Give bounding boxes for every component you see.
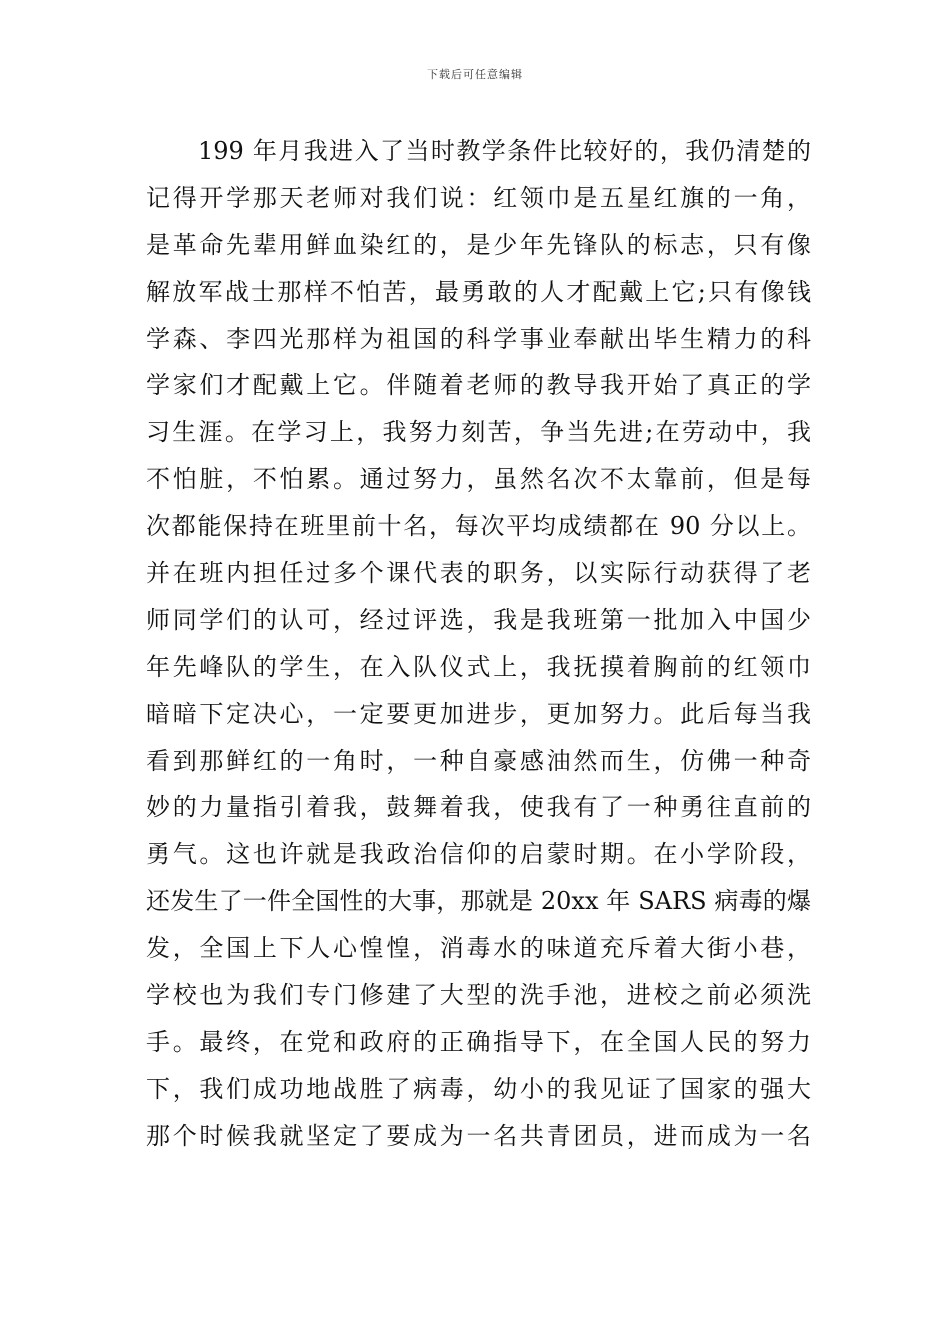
text-line: 妙的力量指引着我，鼓舞着我，使我有了一种勇往直前的 bbox=[146, 793, 811, 822]
text-line: 那个时候我就坚定了要成为一名共青团员，进而成为一名 bbox=[146, 1121, 811, 1150]
text-line: 发，全国上下人心惶惶，消毒水的味道充斥着大街小巷， bbox=[146, 934, 811, 963]
text-line: 并在班内担任过多个课代表的职务，以实际行动获得了老 bbox=[146, 559, 811, 588]
text-line: 次都能保持在班里前十名，每次平均成绩都在 90 分以上。 bbox=[146, 512, 811, 541]
text-line: 解放军战士那样不怕苦，最勇敢的人才配戴上它;只有像钱 bbox=[146, 277, 811, 306]
text-line: 学森、李四光那样为祖国的科学事业奉献出毕生精力的科 bbox=[146, 324, 811, 353]
text-line: 学校也为我们专门修建了大型的洗手池，进校之前必须洗 bbox=[146, 981, 811, 1010]
text-line: 学家们才配戴上它。伴随着老师的教导我开始了真正的学 bbox=[146, 371, 811, 400]
text-line: 不怕脏，不怕累。通过努力，虽然名次不太靠前，但是每 bbox=[146, 465, 811, 494]
text-line: 还发生了一件全国性的大事，那就是 20xx 年 SARS 病毒的爆 bbox=[146, 887, 811, 916]
text-line: 记得开学那天老师对我们说：红领巾是五星红旗的一角， bbox=[146, 183, 811, 212]
text-line: 勇气。这也许就是我政治信仰的启蒙时期。在小学阶段， bbox=[146, 840, 811, 869]
text-line: 习生涯。在学习上，我努力刻苦，争当先进;在劳动中，我 bbox=[146, 418, 811, 447]
text-line: 年先峰队的学生，在入队仪式上，我抚摸着胸前的红领巾 bbox=[146, 652, 811, 681]
text-line: 师同学们的认可，经过评选，我是我班第一批加入中国少 bbox=[146, 605, 811, 634]
body-paragraph bbox=[146, 128, 811, 1160]
text-line: 199 年月我进入了当时教学条件比较好的，我仍清楚的 bbox=[198, 137, 811, 165]
text-line: 是革命先辈用鲜血染红的，是少年先锋队的标志，只有像 bbox=[146, 230, 811, 259]
text-line: 暗暗下定决心，一定要更加进步，更加努力。此后每当我 bbox=[146, 699, 811, 728]
text-line: 下，我们成功地战胜了病毒，幼小的我见证了国家的强大 bbox=[146, 1074, 811, 1103]
page-header-note: 下载后可任意编辑 bbox=[427, 68, 523, 81]
text-line: 手。最终，在党和政府的正确指导下，在全国人民的努力 bbox=[146, 1027, 811, 1056]
text-line: 看到那鲜红的一角时，一种自豪感油然而生，仿佛一种奇 bbox=[146, 746, 811, 775]
